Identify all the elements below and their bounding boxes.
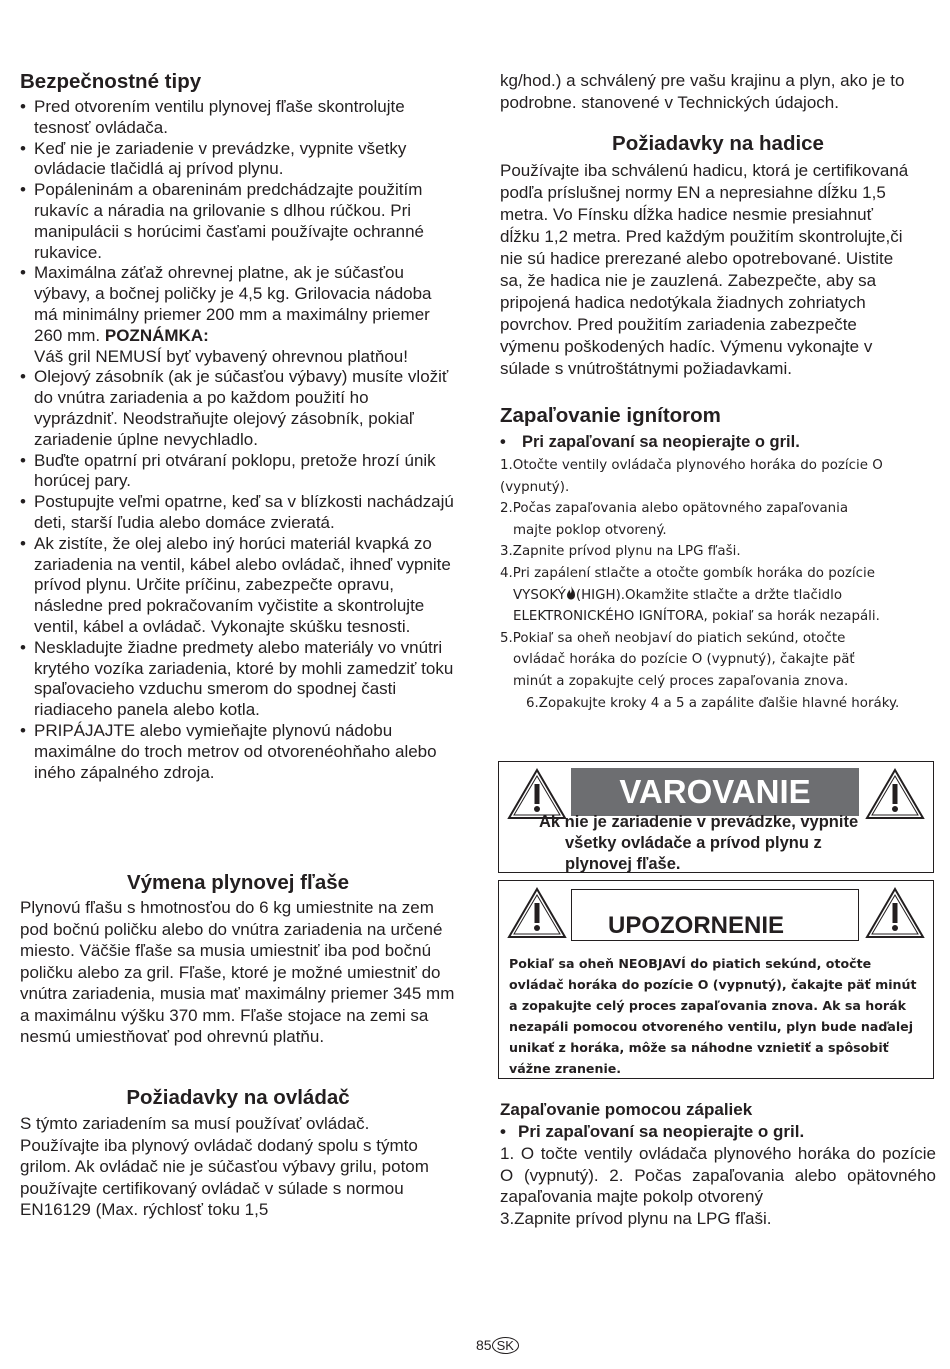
list-item: 2.Počas zapaľovania alebo opätovného zapaľovania xyxy=(500,501,849,517)
note-text: Váš gril NEMUSÍ byť vybavený ohrevnou platňou! xyxy=(34,346,408,366)
list-item: • Keď nie je zariadenie v prevádzke, vypnite všetky ovládacie tlačidlá aj prívod plynu. xyxy=(20,139,456,181)
matches-text: 1. O točte ventily ovládača plynového horáka do pozície O (vypnutý). 2. Počas zapaľovania alebo opätovného zapaľovania majte pokolp otvorený xyxy=(500,1144,936,1206)
hose-text: Používajte iba schválenú hadicu, ktorá je certifikovaná podľa príslušnej normy EN a nepresiahne dĺžku 1,5 metra. Vo Fínsku dĺžka hadice nesmie presiahnuť dĺžku 1,2 metra. Pred každým použitím skontrolujte,či nie sú hadice prerezané alebo opotrebované. Uistite sa, že hadica nie je zauzlená. Zabezpečte, aby sa pripojená hadica nedotýkala žiadnych zohriatych povrchov. Pred použitím zariadenia zabezpečte výmenu poškodených hadíc. Výmenu vykonajte v súlade s vnútroštátnymi požiadavkami. xyxy=(500,161,909,378)
regulator-heading: Požiadavky na ovládač xyxy=(126,1086,350,1109)
caution-title: UPOZORNENIE xyxy=(571,889,859,941)
matches-heading: Zapaľovanie pomocou zápaliek xyxy=(500,1100,753,1119)
cylinder-heading: Výmena plynovej fľaše xyxy=(126,871,350,894)
page-number: 85 SK xyxy=(476,1336,519,1354)
list-item: • Maximálna záťaž ohrevnej platne, ak je súčasťou výbavy, a bočnej poličky je 4,5 kg. Grilovacia nádoba má minimálny priemer 200 mm a maximálny priemer 260 mm. POZNÁMKA: Váš gril NEMUSÍ byť vybavený ohrevnou platňou! xyxy=(20,263,456,367)
list-item: (vypnutý). xyxy=(500,479,570,495)
warning-triangle-icon xyxy=(865,887,925,939)
list-item: • Ak zistíte, že olej alebo iný horúci materiál kvapká zo zariadenia na ventil, kábel alebo ovládač, ihneď vypnite prívod plynu. Určite príčinu, zabezpečte opravu, následne pred pokračovaním vyčistite a skontrolujte ventil, kábel a ovládač. Vykonajte skúšku tesnosti. xyxy=(20,534,456,638)
list-item: 3.Zapnite prívod plynu na LPG fľaši. xyxy=(500,544,741,560)
warning-triangle-icon xyxy=(507,887,567,939)
list-item: ovládač horáka do pozície O (vypnutý), čakajte päť xyxy=(513,652,855,668)
cylinder-text: Plynovú fľašu s hmotnosťou do 6 kg umiestnite na zem pod bočnú poličku alebo do vnútra zariadenia na určené miesto. Väčšie fľaše sa musia umiestniť iba pod bočnú poličku alebo za gril. Fľaše, ktoré je možné umiestniť do vnútra zariadenia, musia mať maximálny priemer 345 mm a maximálnu výšku 370 mm. Fľaše stojace na zemi sa nesmú umiestňovať pod ohrevnú platňu. xyxy=(20,898,455,1046)
caution-text: Pokiaľ sa oheň NEOBJAVÍ do piatich sekúnd, otočte ovládač horáka do pozície O (vypnutý), čakajte päť minút a zopakujte celý proces zapaľovania znova. Ak sa horák nezapáli pomocou otvoreného ventilu, plyn bude naďalej unikať z horáka, môže sa náhodne vznietiť a spôsobiť vážne zranenie. xyxy=(509,956,917,1076)
safety-list xyxy=(20,97,456,783)
list-item: minút a zopakujte celý proces zapaľovania znova. xyxy=(513,673,849,689)
ignitor-steps xyxy=(500,455,940,714)
caution-box xyxy=(498,880,934,1079)
list-item: ELEKTRONICKÉHO IGNÍTORA, pokiaľ sa horák nezapáli. xyxy=(513,609,880,625)
list-item: 6.Zopakujte kroky 4 a 5 a zapálite ďalšie hlavné horáky. xyxy=(526,695,900,711)
list-item: 5.Pokiaľ sa oheň neobjaví do piatich sekúnd, otočte xyxy=(500,630,846,646)
hose-heading: Požiadavky na hadice xyxy=(612,132,824,155)
ignitor-bullet: • Pri zapaľovaní sa neopierajte o gril. xyxy=(500,433,800,451)
safety-heading: Bezpečnostné tipy xyxy=(20,70,202,93)
matches-bullet: • Pri zapaľovaní sa neopierajte o gril. xyxy=(500,1122,805,1141)
language-badge: SK xyxy=(492,1337,519,1354)
list-item: • Popáleninám a obareninám predchádzajte použitím rukavíc a náradia na grilovanie s dlhou rúčkou. Pri manipulácii s horúcimi časťami používajte ochranné rukavice. xyxy=(20,180,456,263)
ignitor-heading: Zapaľovanie ignítorom xyxy=(500,404,721,427)
regulator-text: S týmto zariadením sa musí používať ovládač. Používajte iba plynový ovládač dodaný spolu s týmto grilom. Ak ovládač nie je súčasťou výbavy grilu, potom používajte certifikovaný ovládač v súlade s normou EN16129 (Max. rýchlosť toku 1,5 xyxy=(20,1114,429,1219)
warning-banner: VAROVANIE xyxy=(571,768,859,816)
list-item: • Postupujte veľmi opatrne, keď sa v blízkosti nachádzajú deti, starší ľudia alebo domáce zvieratá. xyxy=(20,492,456,534)
warning-text-3: plynovej fľaše. xyxy=(565,855,681,873)
list-item: • Olejový zásobník (ak je súčasťou výbavy) musíte vložiť do vnútra zariadenia a po každom použití ho vyprázdniť. Neodstraňujte olejový zásobník, pokiaľ zariadenie úplne nevychladlo. xyxy=(20,367,456,450)
list-item: 4.Pri zapálení stlačte a otočte gombík horáka do pozície xyxy=(500,565,875,581)
flame-icon xyxy=(566,585,576,600)
warning-text-1: Ak nie je zariadenie v prevádzke, vypnite xyxy=(539,813,859,831)
note-label: POZNÁMKA xyxy=(104,325,204,345)
list-item: majte poklop otvorený. xyxy=(513,522,667,538)
list-item: • Buďte opatrní pri otváraní poklopu, pretože hrozí únik horúcej pary. xyxy=(20,451,456,493)
warning-text-2: všetky ovládače a prívod plynu z xyxy=(565,834,822,852)
continuation-text: kg/hod.) a schválený pre vašu krajinu a plyn, ako je to podrobne. stanovené v Technických údajoch. xyxy=(500,71,905,112)
list-item: VYSOKÝ (HIGH).Okamžite stlačte a držte tlačidlo xyxy=(500,585,940,607)
list-item: • Neskladujte žiadne predmety alebo materiály vo vnútri krytého vozíka zariadenia, ktoré by mohli zamedziť toku spaľovacieho vzduchu smerom do spodnej časti riadiaceho panela alebo kotla. xyxy=(20,638,456,721)
list-item: 1.Otočte ventily ovládača plynového horáka do pozície O xyxy=(500,458,883,473)
list-item: • Pred otvorením ventilu plynovej fľaše skontrolujte tesnosť ovládača. xyxy=(20,97,456,139)
list-item: • PRIPÁJAJTE alebo vymieňajte plynovú nádobu maximálne do troch metrov od otvorenéohňaho alebo iného zápalného zdroja. xyxy=(20,721,456,783)
warning-box xyxy=(498,761,934,873)
matches-text-2: 3.Zapnite prívod plynu na LPG fľaši. xyxy=(500,1209,772,1228)
